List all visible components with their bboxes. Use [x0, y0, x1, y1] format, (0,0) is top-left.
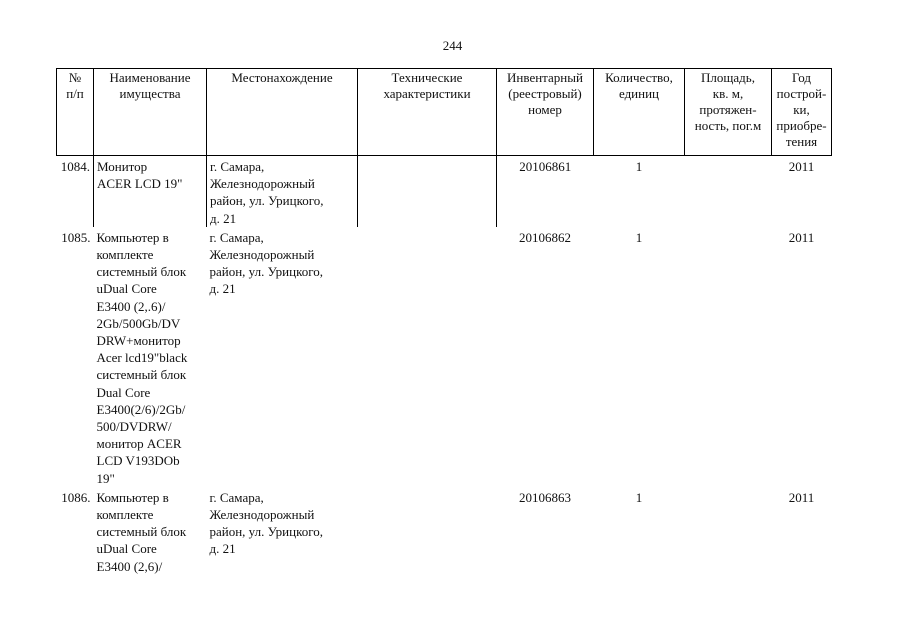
header-line: кв. м, — [712, 86, 744, 101]
row-name-line: uDual Core — [96, 541, 157, 557]
row-name-line: комплекте — [96, 507, 154, 523]
row-year: 2011 — [788, 229, 815, 245]
header-line: Год — [791, 70, 812, 85]
row-name-line: E3400(2/6)/2Gb/ — [96, 401, 186, 417]
row-number: 1084. — [60, 159, 90, 174]
header-name — [94, 69, 207, 156]
header-location — [207, 69, 358, 156]
header-row — [57, 69, 832, 156]
row-inventory: 20106862 — [519, 229, 571, 245]
table-row — [57, 227, 832, 487]
row-name-line: DRW+монитор — [96, 333, 181, 349]
header-line: Инвентарный — [507, 70, 583, 85]
header-line: ки, — [793, 102, 810, 117]
row-area — [685, 156, 772, 227]
header-line: № — [68, 70, 82, 85]
row-name-line: uDual Core — [96, 281, 157, 297]
header-line: ность, пог.м — [694, 118, 762, 133]
row-location-line: д. 21 — [210, 210, 237, 226]
row-tech — [358, 487, 497, 575]
header-line: Местонахождение — [231, 70, 333, 85]
header-line: п/п — [66, 86, 84, 101]
row-inventory: 20106863 — [519, 489, 571, 505]
row-location-line: д. 21 — [209, 281, 236, 297]
row-quantity: 1 — [635, 489, 643, 505]
table-row — [57, 156, 832, 227]
header-inventory — [497, 69, 594, 156]
row-name-line: Dual Core — [96, 384, 151, 400]
row-name-line: монитор ACER — [96, 436, 182, 452]
header-num — [57, 69, 94, 156]
row-name-line: 500/DVDRW/ — [96, 419, 172, 435]
row-name-line: 2Gb/500Gb/DV — [96, 315, 181, 331]
header-line: имущества — [119, 86, 181, 101]
header-line: номер — [528, 102, 562, 117]
row-name-line: Компьютер в — [96, 489, 169, 505]
row-location-line: д. 21 — [209, 541, 236, 557]
row-location-line: г. Самара, — [209, 489, 264, 505]
row-location-line: Железнодорожный — [209, 247, 315, 263]
row-name-line: системный блок — [96, 264, 187, 280]
row-name-line: системный блок — [96, 524, 187, 540]
row-location-line: район, ул. Урицкого, — [209, 264, 323, 280]
header-line: Количество, — [605, 70, 673, 85]
row-year: 2011 — [788, 489, 815, 505]
header-line: протяжен- — [699, 102, 757, 117]
row-number: 1085. — [61, 229, 91, 245]
row-area — [685, 487, 772, 575]
header-tech — [358, 69, 497, 156]
row-inventory: 20106861 — [519, 159, 572, 174]
row-year: 2011 — [788, 159, 815, 174]
header-line: Наименование — [109, 70, 191, 85]
row-name — [94, 487, 207, 575]
row-location-line: г. Самара, — [210, 159, 265, 174]
row-location — [207, 156, 358, 227]
row-name — [94, 156, 207, 227]
header-line: приобре- — [776, 118, 827, 133]
row-number: 1086. — [61, 489, 91, 505]
row-name-line: Компьютер в — [96, 229, 169, 245]
row-tech — [358, 227, 497, 487]
row-name-line: системный блок — [96, 367, 187, 383]
row-area — [685, 227, 772, 487]
header-line: тения — [785, 134, 818, 149]
header-line: единиц — [618, 86, 660, 101]
row-name-line: LCD V193DOb — [96, 453, 180, 469]
header-line: Технические — [391, 70, 463, 85]
property-table — [56, 68, 832, 575]
row-name-line: Монитор — [97, 159, 148, 174]
row-location-line: район, ул. Урицкого, — [209, 524, 323, 540]
row-location-line: г. Самара, — [209, 229, 264, 245]
row-location — [207, 487, 358, 575]
table-row — [57, 487, 832, 575]
header-line: (реестровый) — [508, 86, 582, 101]
row-name-line: 19" — [96, 470, 115, 486]
page-number: 244 — [442, 38, 463, 53]
row-name-line: E3400 (2,.6)/ — [96, 298, 166, 314]
row-quantity: 1 — [635, 159, 643, 174]
header-quantity — [594, 69, 685, 156]
row-name-line: ACER LCD 19" — [97, 176, 183, 192]
row-location-line: Железнодорожный — [210, 176, 315, 192]
header-line: характеристики — [383, 86, 471, 101]
header-line: построй- — [776, 86, 827, 101]
row-location-line: Железнодорожный — [209, 507, 315, 523]
row-location-line: район, ул. Урицкого, — [210, 193, 324, 209]
row-tech — [358, 156, 497, 227]
row-quantity: 1 — [635, 229, 643, 245]
row-name-line: комплекте — [96, 247, 154, 263]
header-line: Площадь, — [701, 70, 755, 85]
header-area — [685, 69, 772, 156]
header-year — [772, 69, 832, 156]
row-name-line: Acer lcd19"black — [96, 350, 188, 366]
row-name-line: E3400 (2,6)/ — [96, 558, 163, 574]
row-name — [94, 227, 207, 487]
row-location — [207, 227, 358, 487]
